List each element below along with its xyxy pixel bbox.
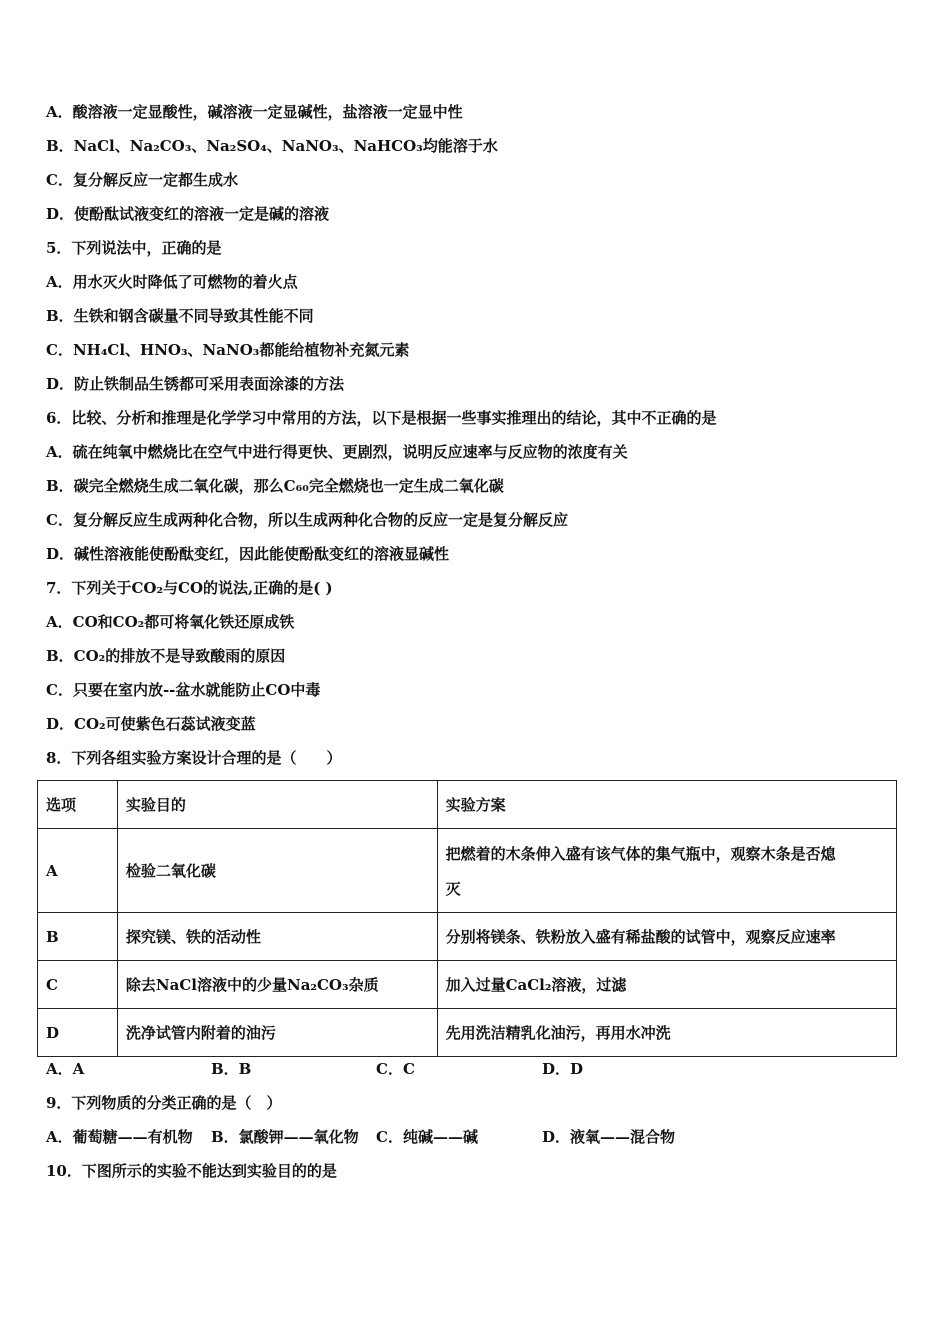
q7-option-b: B．CO₂的排放不是导致酸雨的原因 <box>46 647 286 665</box>
row-goal: 探究镁、铁的活动性 <box>117 913 437 961</box>
row-goal: 洗净试管内附着的油污 <box>117 1009 437 1057</box>
row-plan-line2: 灭 <box>445 879 461 898</box>
q8-option-b: B．B <box>211 1060 252 1078</box>
q5-option-c: C．NH₄Cl、HNO₃、NaNO₃都能给植物补充氮元素 <box>46 341 410 359</box>
q7-option-d: D．CO₂可使紫色石蕊试液变蓝 <box>46 715 256 733</box>
row-plan: 分别将镁条、铁粉放入盛有稀盐酸的试管中，观察反应速率 <box>437 913 896 961</box>
header-goal: 实验目的 <box>117 781 437 829</box>
q4-option-a: A．酸溶液一定显酸性，碱溶液一定显碱性，盐溶液一定显中性 <box>46 103 463 121</box>
row-option: C <box>38 961 118 1009</box>
q4-option-b: B．NaCl、Na₂CO₃、Na₂SO₄、NaNO₃、NaHCO₃均能溶于水 <box>46 137 498 155</box>
q4-option-c: C．复分解反应一定都生成水 <box>46 171 238 189</box>
q5-stem: 5．下列说法中，正确的是 <box>46 239 222 257</box>
q8-option-c: C．C <box>376 1060 415 1078</box>
q9-option-a: A．葡萄糖——有机物 <box>46 1128 193 1146</box>
q9-options <box>46 1127 906 1147</box>
q8-option-d: D．D <box>542 1060 584 1078</box>
q8-stem: 8．下列各组实验方案设计合理的是（ ） <box>46 749 342 767</box>
row-plan: 先用洗洁精乳化油污，再用水冲洗 <box>437 1009 896 1057</box>
q6-option-b: B．碳完全燃烧生成二氧化碳，那么C₆₀完全燃烧也一定生成二氧化碳 <box>46 477 504 495</box>
q10-stem: 10．下图所示的实验不能达到实验目的的是 <box>46 1162 337 1180</box>
q9-option-b: B．氯酸钾——氧化物 <box>211 1128 359 1146</box>
q8-option-a: A．A <box>46 1060 85 1078</box>
q6-stem: 6．比较、分析和推理是化学学习中常用的方法，以下是根据一些事实推理出的结论，其中不正确的是 <box>46 409 717 427</box>
table-row <box>38 1009 897 1057</box>
q7-stem: 7．下列关于CO₂与CO的说法,正确的是( ) <box>46 579 333 597</box>
row-option: B <box>38 913 118 961</box>
header-option: 选项 <box>38 781 118 829</box>
table-row <box>38 961 897 1009</box>
q6-option-c: C．复分解反应生成两种化合物，所以生成两种化合物的反应一定是复分解反应 <box>46 511 568 529</box>
row-goal: 检验二氧化碳 <box>117 829 437 913</box>
q9-option-d: D．液氧——混合物 <box>542 1128 676 1146</box>
q6-option-d: D．碱性溶液能使酚酞变红，因此能使酚酞变红的溶液显碱性 <box>46 545 450 563</box>
q5-option-a: A．用水灭火时降低了可燃物的着火点 <box>46 273 298 291</box>
q8-experiment-table <box>37 780 897 1057</box>
q5-option-d: D．防止铁制品生锈都可采用表面涂漆的方法 <box>46 375 345 393</box>
row-option: D <box>38 1009 118 1057</box>
row-option: A <box>38 829 118 913</box>
header-plan: 实验方案 <box>437 781 896 829</box>
q7-option-a: A．CO和CO₂都可将氧化铁还原成铁 <box>46 613 295 631</box>
q5-option-b: B．生铁和钢含碳量不同导致其性能不同 <box>46 307 314 325</box>
table-row <box>38 913 897 961</box>
table-row <box>38 829 897 913</box>
q9-stem: 9．下列物质的分类正确的是（ ） <box>46 1094 282 1112</box>
row-plan: 加入过量CaCl₂溶液，过滤 <box>437 961 896 1009</box>
q6-option-a: A．硫在纯氧中燃烧比在空气中进行得更快、更剧烈，说明反应速率与反应物的浓度有关 <box>46 443 628 461</box>
q9-option-c: C．纯碱——碱 <box>376 1128 478 1146</box>
row-plan-line1: 把燃着的木条伸入盛有该气体的集气瓶中，观察木条是否熄 <box>445 844 836 863</box>
q8-options <box>46 1059 906 1079</box>
table-header-row <box>38 781 897 829</box>
q4-option-d: D．使酚酞试液变红的溶液一定是碱的溶液 <box>46 205 330 223</box>
row-plan <box>437 829 896 913</box>
row-goal: 除去NaCl溶液中的少量Na₂CO₃杂质 <box>117 961 437 1009</box>
q7-option-c: C．只要在室内放--盆水就能防止CO中毒 <box>46 681 321 699</box>
